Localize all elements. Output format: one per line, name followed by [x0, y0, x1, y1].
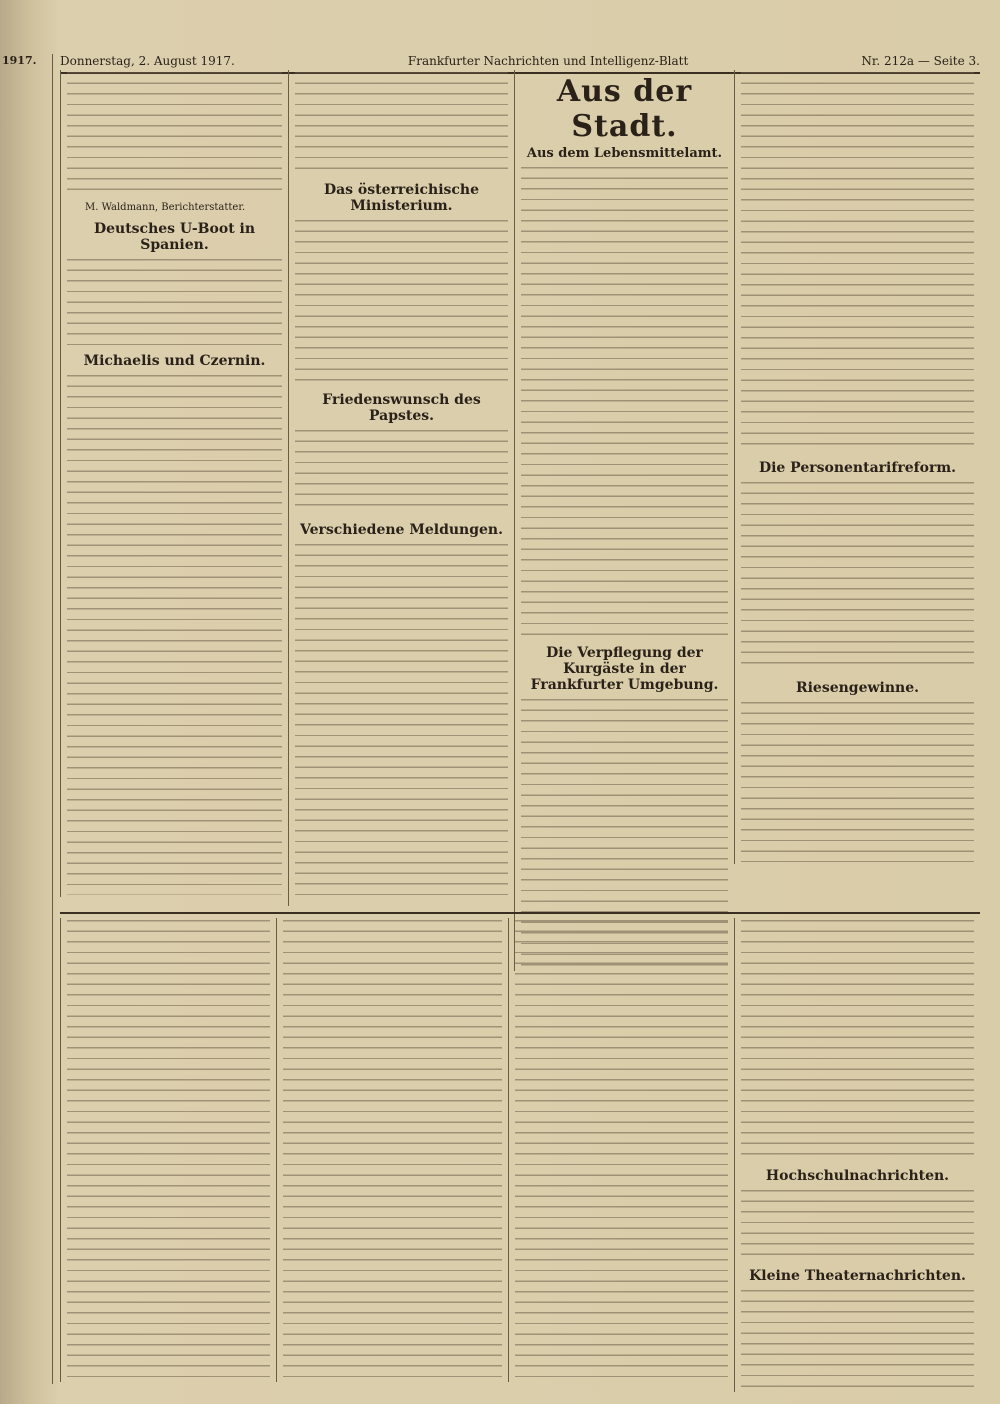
column-2 — [288, 70, 514, 906]
lower-section-rule — [60, 912, 980, 914]
section-subhead: Aus dem Lebensmittelamt. — [526, 146, 723, 161]
byline: M. Waldmann, Berichterstatter. — [85, 202, 246, 213]
body-lines — [741, 482, 974, 672]
lower-column-3 — [508, 918, 734, 1382]
heading-ministerium: Das österreichische Ministerium. — [323, 182, 480, 214]
body-lines — [67, 375, 282, 895]
body-lines — [741, 72, 974, 452]
body-lines — [741, 1290, 974, 1390]
header-date: Donnerstag, 2. August 1917. — [60, 54, 235, 68]
body-lines — [67, 259, 282, 345]
header-page: Nr. 212a — Seite 3. — [861, 54, 980, 68]
body-lines — [521, 167, 728, 637]
body-lines — [295, 544, 508, 904]
stub-year: 1917. — [2, 54, 37, 67]
header-title: Frankfurter Nachrichten und Intelligenz-Blatt — [407, 54, 689, 68]
body-lines — [67, 920, 270, 1380]
body-lines — [67, 72, 282, 198]
section-masthead: Aus der Stadt. — [556, 74, 693, 144]
body-lines — [741, 702, 974, 862]
column-4 — [734, 70, 980, 864]
heading-michaelis: Michaelis und Czernin. — [83, 353, 266, 369]
heading-theater: Kleine Theaternachrichten. — [749, 1268, 966, 1284]
body-lines — [295, 430, 508, 514]
body-lines — [741, 920, 974, 1160]
lower-column-1 — [60, 918, 276, 1382]
heading-tarif: Die Personentarifreform. — [758, 460, 957, 476]
body-lines — [741, 1190, 974, 1260]
lower-column-2 — [276, 918, 508, 1382]
heading-gewinne: Riesengewinne. — [795, 680, 920, 696]
left-margin-stub — [0, 54, 53, 1384]
column-3 — [514, 70, 734, 971]
body-lines — [295, 220, 508, 384]
heading-uboot: Deutsches U-Boot in Spanien. — [93, 221, 256, 253]
lower-column-4 — [734, 918, 980, 1392]
heading-kurgaeste: Die Verpflegung der Kurgäste in der Frankfurter Umgebung. — [530, 645, 719, 693]
column-1 — [60, 70, 288, 897]
body-lines — [515, 920, 728, 1380]
heading-papst: Friedenswunsch des Papstes. — [322, 392, 481, 424]
heading-meldungen: Verschiedene Meldungen. — [300, 522, 503, 538]
body-lines — [283, 920, 502, 1380]
body-lines — [295, 72, 508, 174]
heading-hochschule: Hochschulnachrichten. — [765, 1168, 950, 1184]
